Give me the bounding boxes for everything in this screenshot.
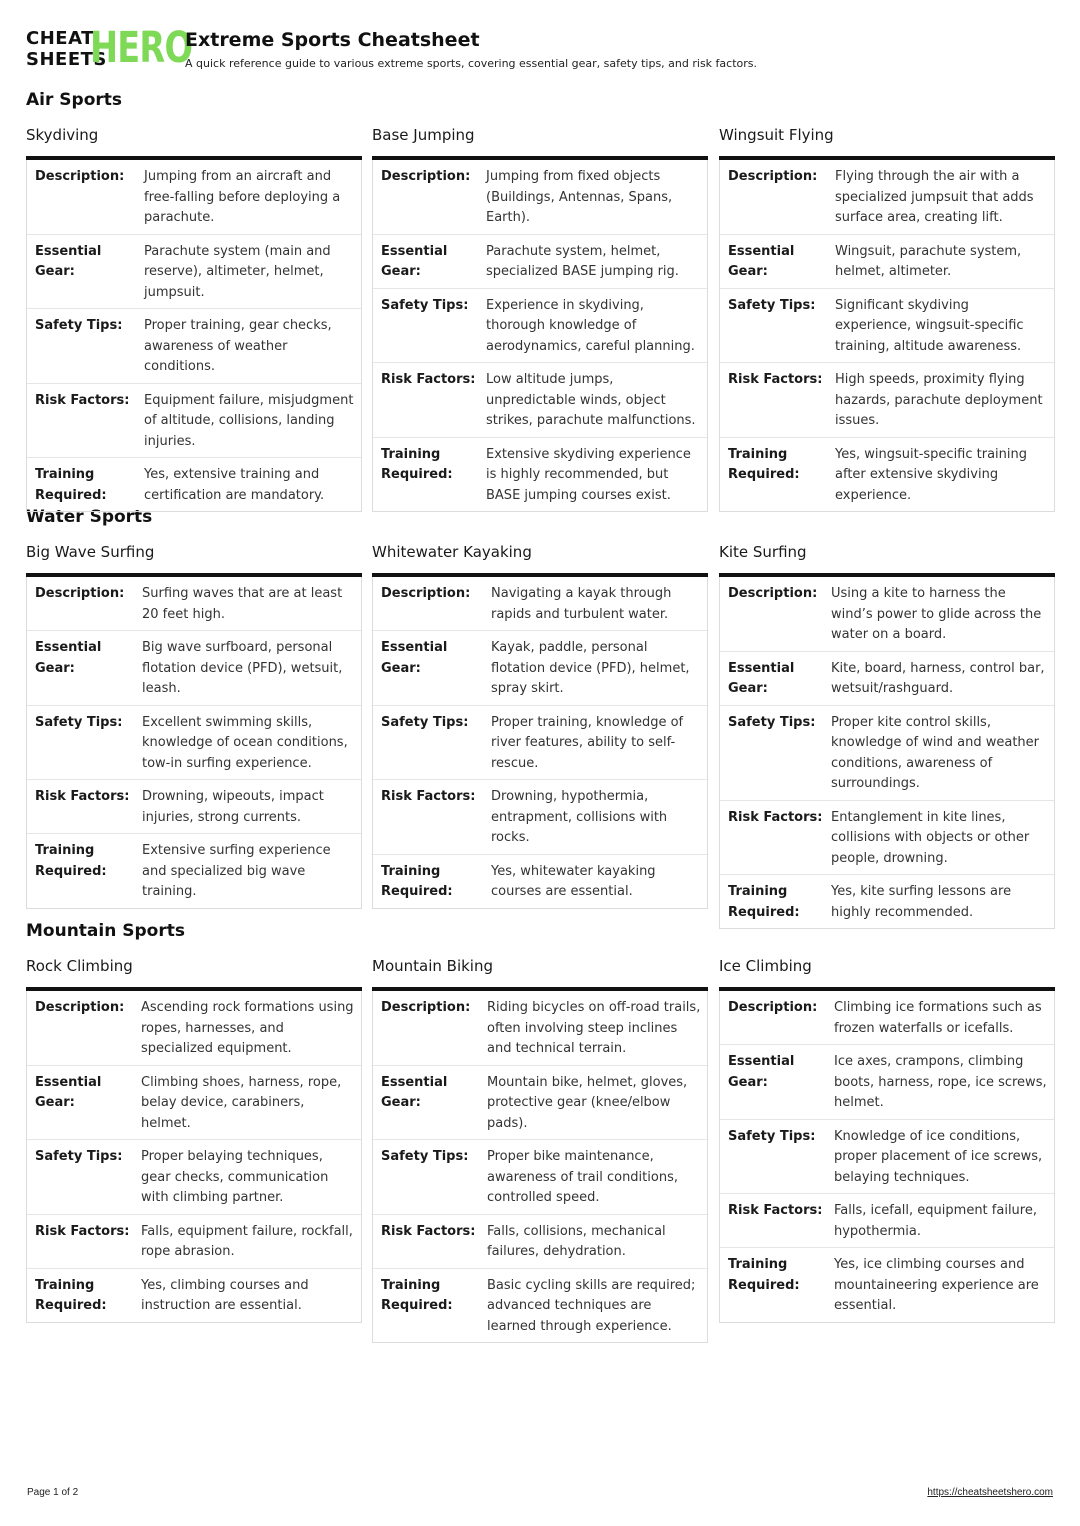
card-mountain-biking	[372, 955, 708, 1343]
table-row	[27, 1269, 361, 1322]
card-table	[372, 577, 708, 909]
card-title: Mountain Biking	[372, 955, 708, 991]
row-value: High speeds, proximity flying hazards, parachute deployment issues.	[835, 372, 1043, 428]
table-row	[373, 1140, 707, 1215]
row-value: Proper bike maintenance, awareness of trail conditions, controlled speed.	[487, 1149, 678, 1205]
table-row	[27, 780, 361, 834]
row-label: Training Required:	[35, 467, 107, 503]
row-label: Essential Gear:	[35, 640, 102, 676]
logo-line-1: CHEAT	[26, 28, 94, 49]
row-value: Mountain bike, helmet, gloves, protective gear (knee/elbow pads).	[487, 1074, 688, 1131]
table-row	[373, 1066, 707, 1141]
row-value: Big wave surfboard, personal flotation device (PFD), wetsuit, leash.	[142, 640, 343, 696]
row-value: Jumping from an aircraft and free-falling before deploying a parachute.	[144, 169, 341, 225]
row-label: Training Required:	[381, 863, 453, 899]
row-label: Training Required:	[728, 884, 800, 920]
table-row	[27, 706, 361, 781]
table-row	[720, 289, 1054, 364]
row-value: Extensive surfing experience and specialized big wave training.	[142, 843, 331, 899]
row-label: Risk Factors:	[728, 1203, 823, 1218]
card-title: Kite Surfing	[719, 541, 1055, 577]
row-value: Significant skydiving experience, wingsuit-specific training, altitude awareness.	[835, 297, 1024, 354]
row-value: Surfing waves that are at least 20 feet high.	[142, 586, 343, 622]
card-title: Ice Climbing	[719, 955, 1055, 991]
row-value: Experience in skydiving, thorough knowledge of aerodynamics, careful planning.	[486, 297, 695, 354]
row-value: Proper training, gear checks, awareness of weather conditions.	[144, 318, 332, 374]
cheatsheetshero-logo[interactable]	[26, 23, 193, 73]
row-value: Riding bicycles on off-road trails, often involving steep inclines and technical terrain.	[487, 1000, 701, 1056]
row-value: Basic cycling skills are required; advanced techniques are learned through experience.	[487, 1277, 696, 1334]
row-label: Risk Factors:	[381, 789, 476, 804]
row-value: Excellent swimming skills, knowledge of ocean conditions, tow-in surfing experience.	[142, 714, 348, 771]
logo-hero: HERO	[90, 23, 193, 73]
row-value: Extensive skydiving experience is highly recommended, but BASE jumping courses exist.	[486, 446, 691, 503]
table-row	[720, 706, 1054, 801]
row-label: Training Required:	[35, 1277, 107, 1313]
row-label: Description:	[381, 586, 471, 601]
row-label: Essential Gear:	[728, 1054, 795, 1090]
table-row	[720, 991, 1054, 1045]
row-value: Low altitude jumps, unpredictable winds, object strikes, parachute malfunctions.	[486, 372, 696, 428]
card-whitewater-kayaking	[372, 541, 708, 909]
row-value: Navigating a kayak through rapids and turbulent water.	[491, 586, 672, 622]
row-value: Knowledge of ice conditions, proper placement of ice screws, belaying techniques.	[834, 1128, 1043, 1185]
table-row	[27, 235, 361, 310]
page-title: Extreme Sports Cheatsheet	[185, 29, 480, 51]
card-rock-climbing	[26, 955, 362, 1323]
table-row	[373, 631, 707, 706]
row-label: Training Required:	[381, 1277, 453, 1313]
table-row	[27, 1066, 361, 1141]
category-heading-air: Air Sports	[26, 90, 123, 110]
table-row	[373, 855, 707, 908]
card-table	[719, 991, 1055, 1323]
row-value: Equipment failure, misjudgment of altitude, collisions, landing injuries.	[144, 392, 354, 449]
row-value: Proper kite control skills, knowledge of wind and weather conditions, awareness of surroundings.	[831, 714, 1039, 791]
row-label: Description:	[35, 1000, 125, 1015]
row-label: Essential Gear:	[381, 1074, 448, 1110]
card-skydiving	[26, 124, 362, 512]
table-row	[720, 160, 1054, 235]
table-row	[27, 631, 361, 706]
table-row	[720, 1248, 1054, 1322]
row-value: Drowning, wipeouts, impact injuries, strong currents.	[142, 789, 324, 825]
card-table	[372, 160, 708, 512]
table-row	[27, 991, 361, 1066]
logo-line-2: SHEETS	[26, 49, 107, 70]
row-label: Essential Gear:	[728, 660, 795, 696]
table-row	[373, 991, 707, 1066]
row-value: Climbing ice formations such as frozen waterfalls or icefalls.	[834, 1000, 1042, 1036]
table-row	[373, 235, 707, 289]
row-label: Risk Factors:	[35, 789, 130, 804]
table-row	[373, 438, 707, 512]
row-label: Risk Factors:	[35, 1223, 130, 1239]
table-row	[720, 875, 1054, 928]
table-row	[720, 1120, 1054, 1195]
table-row	[373, 577, 707, 631]
table-row	[27, 834, 361, 908]
card-title: Base Jumping	[372, 124, 708, 160]
row-label: Risk Factors:	[728, 809, 823, 825]
card-big-wave-surfing	[26, 541, 362, 909]
row-value: Entanglement in kite lines, collisions with objects or other people, drowning.	[831, 809, 1030, 866]
row-label: Essential Gear:	[35, 243, 102, 279]
card-base-jumping	[372, 124, 708, 512]
table-row	[373, 1269, 707, 1343]
row-label: Description:	[35, 586, 125, 601]
row-label: Safety Tips:	[381, 297, 469, 313]
row-label: Safety Tips:	[728, 1128, 816, 1144]
table-row	[720, 363, 1054, 438]
row-value: Kayak, paddle, personal flotation device (PFD), helmet, spray skirt.	[491, 640, 690, 696]
card-title: Big Wave Surfing	[26, 541, 362, 577]
row-value: Kite, board, harness, control bar, wetsuit/rashguard.	[831, 660, 1045, 696]
card-table	[26, 991, 362, 1323]
row-value: Parachute system (main and reserve), altimeter, helmet, jumpsuit.	[144, 243, 331, 300]
row-label: Description:	[35, 169, 125, 184]
row-value: Proper training, knowledge of river features, ability to self-rescue.	[491, 714, 684, 771]
row-label: Essential Gear:	[35, 1074, 102, 1110]
table-row	[720, 652, 1054, 706]
table-row	[27, 577, 361, 631]
row-label: Description:	[728, 169, 818, 184]
table-row	[27, 458, 361, 511]
row-value: Yes, extensive training and certification are mandatory.	[144, 467, 325, 503]
table-row	[373, 780, 707, 855]
card-table	[26, 160, 362, 512]
card-title: Wingsuit Flying	[719, 124, 1055, 160]
row-label: Description:	[381, 1000, 471, 1015]
table-row	[720, 1194, 1054, 1248]
row-label: Essential Gear:	[381, 640, 448, 676]
row-value: Yes, kite surfing lessons are highly recommended.	[831, 884, 1012, 920]
row-value: Yes, climbing courses and instruction are essential.	[141, 1277, 309, 1313]
table-row	[27, 384, 361, 459]
row-label: Risk Factors:	[728, 372, 823, 387]
table-row	[27, 1140, 361, 1215]
table-row	[373, 160, 707, 235]
card-title: Skydiving	[26, 124, 362, 160]
category-heading-mountain: Mountain Sports	[26, 921, 185, 941]
row-value: Climbing shoes, harness, rope, belay device, carabiners, helmet.	[141, 1074, 342, 1131]
card-wingsuit-flying	[719, 124, 1055, 512]
card-table	[26, 577, 362, 909]
row-value: Ascending rock formations using ropes, harnesses, and specialized equipment.	[141, 1000, 354, 1056]
row-label: Description:	[728, 586, 818, 601]
row-label: Description:	[728, 1000, 818, 1015]
row-value: Falls, equipment failure, rockfall, rope abrasion.	[141, 1223, 353, 1259]
table-row	[373, 1215, 707, 1269]
table-row	[373, 289, 707, 364]
row-value: Drowning, hypothermia, entrapment, collisions with rocks.	[491, 789, 668, 845]
table-row	[720, 438, 1054, 512]
row-label: Training Required:	[728, 446, 800, 482]
row-value: Proper belaying techniques, gear checks, communication with climbing partner.	[141, 1149, 329, 1205]
row-label: Safety Tips:	[35, 318, 123, 333]
row-label: Training Required:	[381, 446, 453, 482]
row-label: Description:	[381, 169, 471, 184]
row-value: Jumping from fixed objects (Buildings, Antennas, Spans, Earth).	[486, 169, 673, 225]
row-value: Using a kite to harness the wind’s power to glide across the water on a board.	[831, 586, 1042, 642]
row-label: Training Required:	[728, 1257, 800, 1293]
row-label: Safety Tips:	[35, 714, 123, 730]
row-label: Training Required:	[35, 843, 107, 879]
row-label: Safety Tips:	[35, 1149, 123, 1164]
row-value: Parachute system, helmet, specialized BASE jumping rig.	[486, 243, 679, 279]
table-row	[720, 801, 1054, 876]
table-row	[27, 309, 361, 384]
row-label: Risk Factors:	[35, 392, 130, 408]
row-label: Essential Gear:	[728, 243, 795, 279]
card-kite-surfing	[719, 541, 1055, 929]
table-row	[373, 363, 707, 438]
category-heading-water: Water Sports	[26, 507, 153, 527]
logo-text	[26, 28, 107, 70]
row-label: Risk Factors:	[381, 1223, 476, 1239]
table-row	[27, 160, 361, 235]
card-table	[719, 160, 1055, 512]
table-row	[27, 1215, 361, 1269]
card-ice-climbing	[719, 955, 1055, 1323]
row-label: Essential Gear:	[381, 243, 448, 279]
card-table	[719, 577, 1055, 929]
table-row	[720, 235, 1054, 289]
table-row	[720, 1045, 1054, 1120]
row-label: Safety Tips:	[728, 297, 816, 313]
row-label: Safety Tips:	[728, 714, 816, 730]
page-number: Page 1 of 2	[27, 1487, 79, 1498]
row-label: Safety Tips:	[381, 1149, 469, 1164]
page-subtitle: A quick reference guide to various extreme sports, covering essential gear, safety tips, and risk factors.	[185, 57, 757, 70]
row-label: Risk Factors:	[381, 372, 476, 387]
row-value: Yes, ice climbing courses and mountaineering experience are essential.	[834, 1257, 1039, 1313]
row-value: Yes, whitewater kayaking courses are essential.	[491, 863, 656, 899]
table-row	[373, 706, 707, 781]
site-link[interactable]: https://cheatsheetshero.com	[927, 1487, 1053, 1498]
row-value: Flying through the air with a specialized jumpsuit that adds surface area, creating lift.	[835, 169, 1034, 225]
card-table	[372, 991, 708, 1343]
row-label: Safety Tips:	[381, 714, 469, 730]
card-title: Whitewater Kayaking	[372, 541, 708, 577]
row-value: Ice axes, crampons, climbing boots, harness, rope, ice screws, helmet.	[834, 1054, 1047, 1110]
card-title: Rock Climbing	[26, 955, 362, 991]
row-value: Falls, collisions, mechanical failures, dehydration.	[487, 1223, 666, 1259]
row-value: Yes, wingsuit-specific training after extensive skydiving experience.	[835, 446, 1028, 503]
row-value: Wingsuit, parachute system, helmet, altimeter.	[835, 243, 1022, 279]
row-value: Falls, icefall, equipment failure, hypothermia.	[834, 1203, 1037, 1239]
table-row	[720, 577, 1054, 652]
